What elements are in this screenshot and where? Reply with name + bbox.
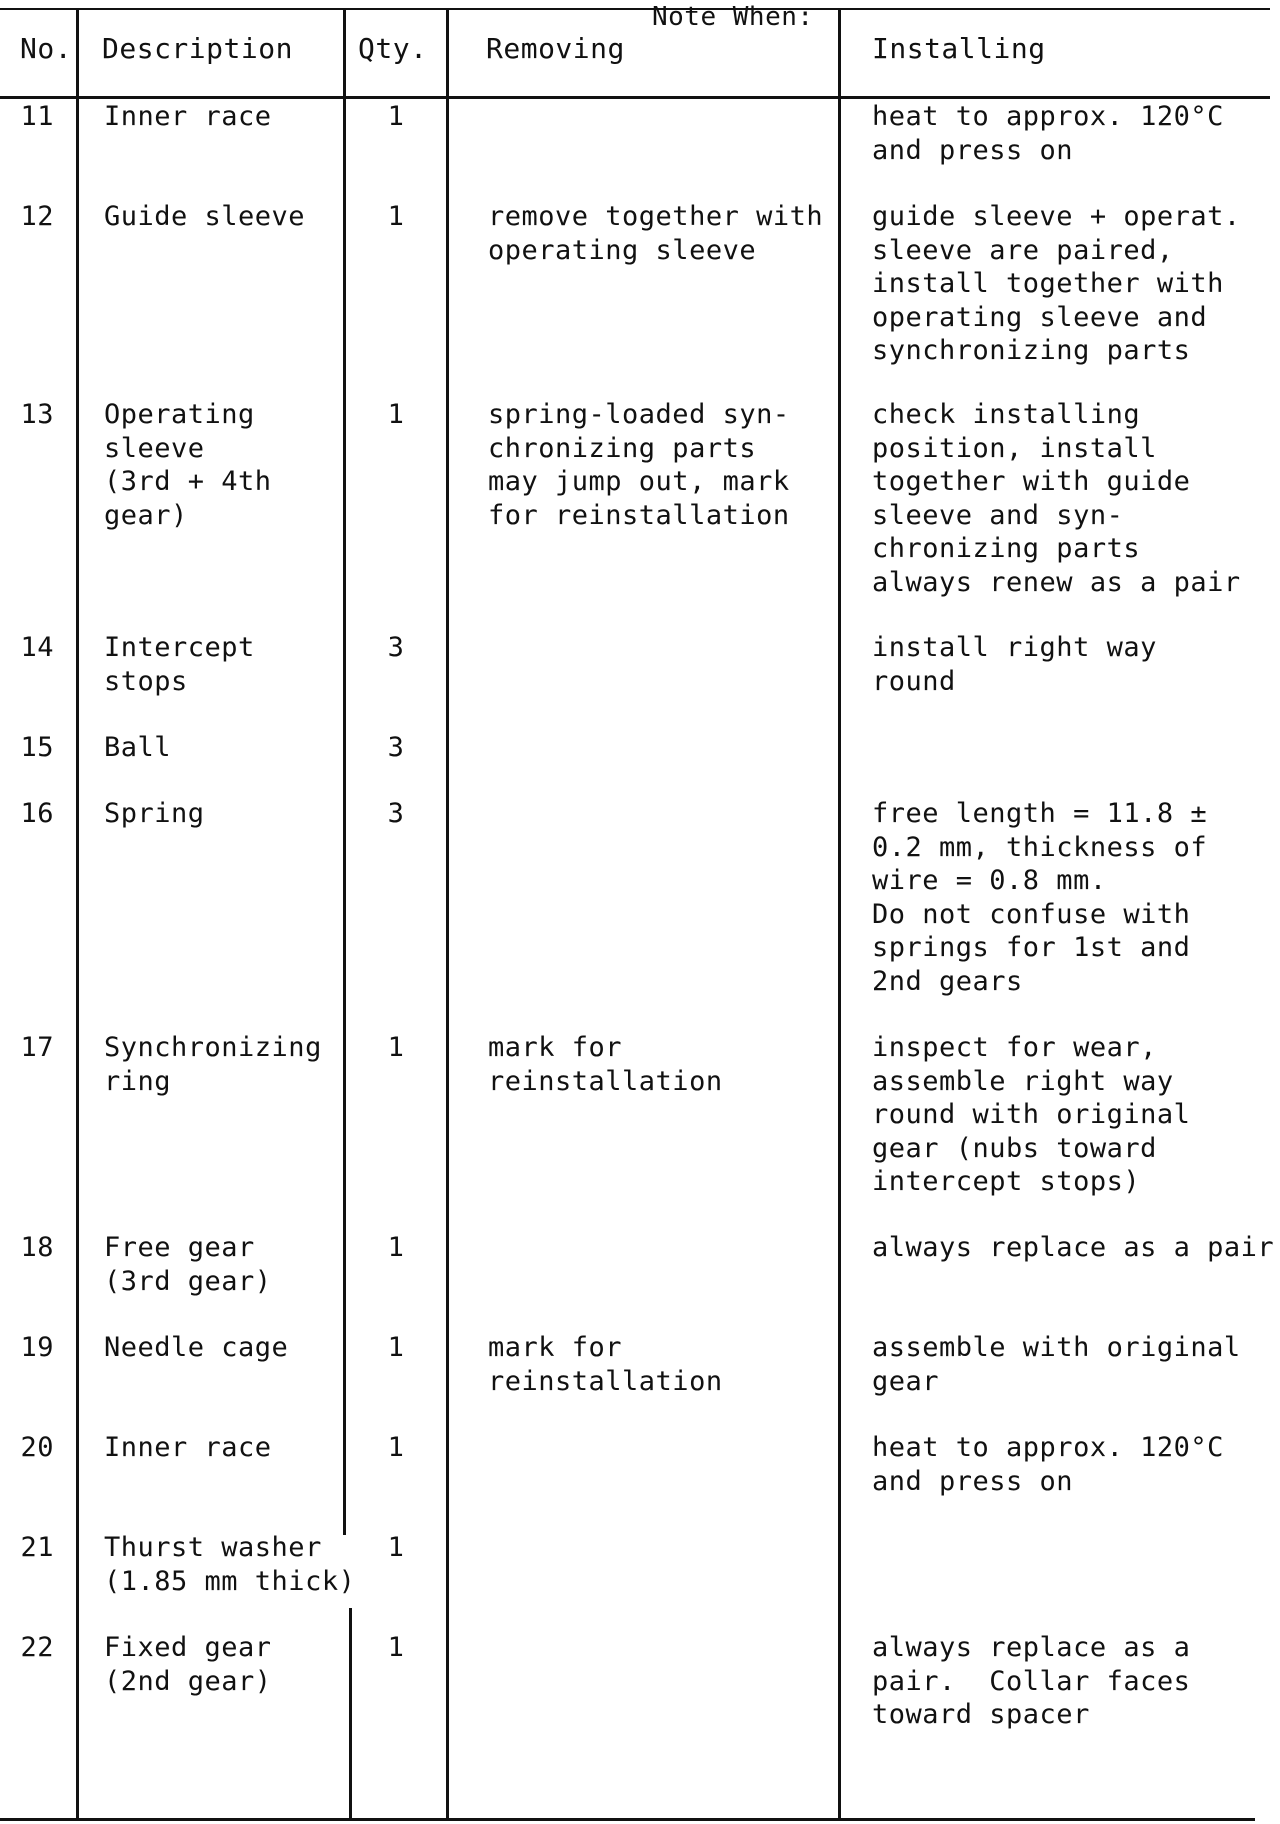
row-description: Guide sleeve: [104, 201, 306, 232]
row-description: Fixed gear (2nd gear): [104, 1632, 272, 1697]
row-qty: 1: [387, 1532, 405, 1563]
row-no: 22: [20, 1632, 54, 1663]
row-qty: 3: [387, 798, 405, 829]
row-description: Needle cage: [104, 1332, 289, 1363]
row-no: 11: [20, 101, 54, 132]
row-qty: 1: [387, 1332, 405, 1363]
row-description: Free gear (3rd gear): [104, 1232, 272, 1297]
row-qty: 1: [387, 201, 405, 232]
row-installing: install right way round: [872, 632, 1157, 697]
row-description: Thurst washer (1.85 mm thick): [104, 1532, 356, 1597]
row-qty: 1: [387, 1632, 405, 1663]
column-divider-description: [343, 10, 346, 1535]
row-no: 20: [20, 1432, 54, 1463]
row-qty: 1: [387, 101, 405, 132]
row-description: Inner race: [104, 101, 272, 132]
header-qty: Qty.: [358, 32, 428, 65]
row-installing: heat to approx. 120°C and press on: [872, 101, 1224, 166]
row-installing: check installing position, install together with guide sleeve and syn- chronizing parts always renew as a pair: [872, 399, 1241, 598]
row-no: 13: [20, 399, 54, 430]
row-removing: remove together with operating sleeve: [488, 201, 824, 266]
row-no: 14: [20, 632, 54, 663]
row-no: 16: [20, 798, 54, 829]
row-description: Intercept stops: [104, 632, 255, 697]
row-removing: spring-loaded syn- chronizing parts may jump out, mark for reinstallation: [488, 399, 790, 531]
row-installing: free length = 11.8 ± 0.2 mm, thickness of wire = 0.8 mm. Do not confuse with springs for 1st and 2nd gears: [872, 798, 1208, 997]
row-description: Ball: [104, 732, 172, 763]
column-divider-qty: [446, 10, 449, 1820]
row-no: 18: [20, 1232, 54, 1263]
row-qty: 3: [387, 632, 405, 663]
row-qty: 1: [387, 399, 405, 430]
row-no: 12: [20, 201, 54, 232]
row-removing: mark for reinstallation: [488, 1332, 723, 1397]
row-installing: heat to approx. 120°C and press on: [872, 1432, 1224, 1497]
row-no: 19: [20, 1332, 54, 1363]
header-note-when: Note When:: [652, 2, 814, 32]
row-installing: guide sleeve + operat. sleeve are paired, install together with operating sleeve and synchronizing parts: [872, 201, 1241, 366]
row-description: Operating sleeve (3rd + 4th gear): [104, 399, 272, 531]
column-divider-removing: [838, 10, 841, 1820]
bottom-rule: [0, 1818, 1255, 1821]
header-installing: Installing: [872, 32, 1046, 65]
row-qty: 3: [387, 732, 405, 763]
row-installing: inspect for wear, assemble right way round with original gear (nubs toward intercept stops): [872, 1032, 1191, 1197]
top-rule: [0, 8, 1270, 10]
header-removing: Removing: [486, 32, 625, 65]
row-installing: always replace as a pair: [872, 1232, 1275, 1263]
row-no: 15: [20, 732, 54, 763]
row-installing: assemble with original gear: [872, 1332, 1241, 1397]
row-no: 21: [20, 1532, 54, 1563]
column-divider-no: [76, 10, 79, 1820]
header-description: Description: [102, 32, 293, 65]
header-rule: [0, 96, 1270, 99]
row-qty: 1: [387, 1432, 405, 1463]
row-description: Spring: [104, 798, 205, 829]
column-divider-description-lower: [349, 1608, 352, 1820]
row-qty: 1: [387, 1032, 405, 1063]
row-qty: 1: [387, 1232, 405, 1263]
header-no: No.: [20, 32, 73, 65]
row-description: Synchronizing ring: [104, 1032, 322, 1097]
row-removing: mark for reinstallation: [488, 1032, 723, 1097]
row-no: 17: [20, 1032, 54, 1063]
row-installing: always replace as a pair. Collar faces toward spacer: [872, 1632, 1191, 1730]
row-description: Inner race: [104, 1432, 272, 1463]
